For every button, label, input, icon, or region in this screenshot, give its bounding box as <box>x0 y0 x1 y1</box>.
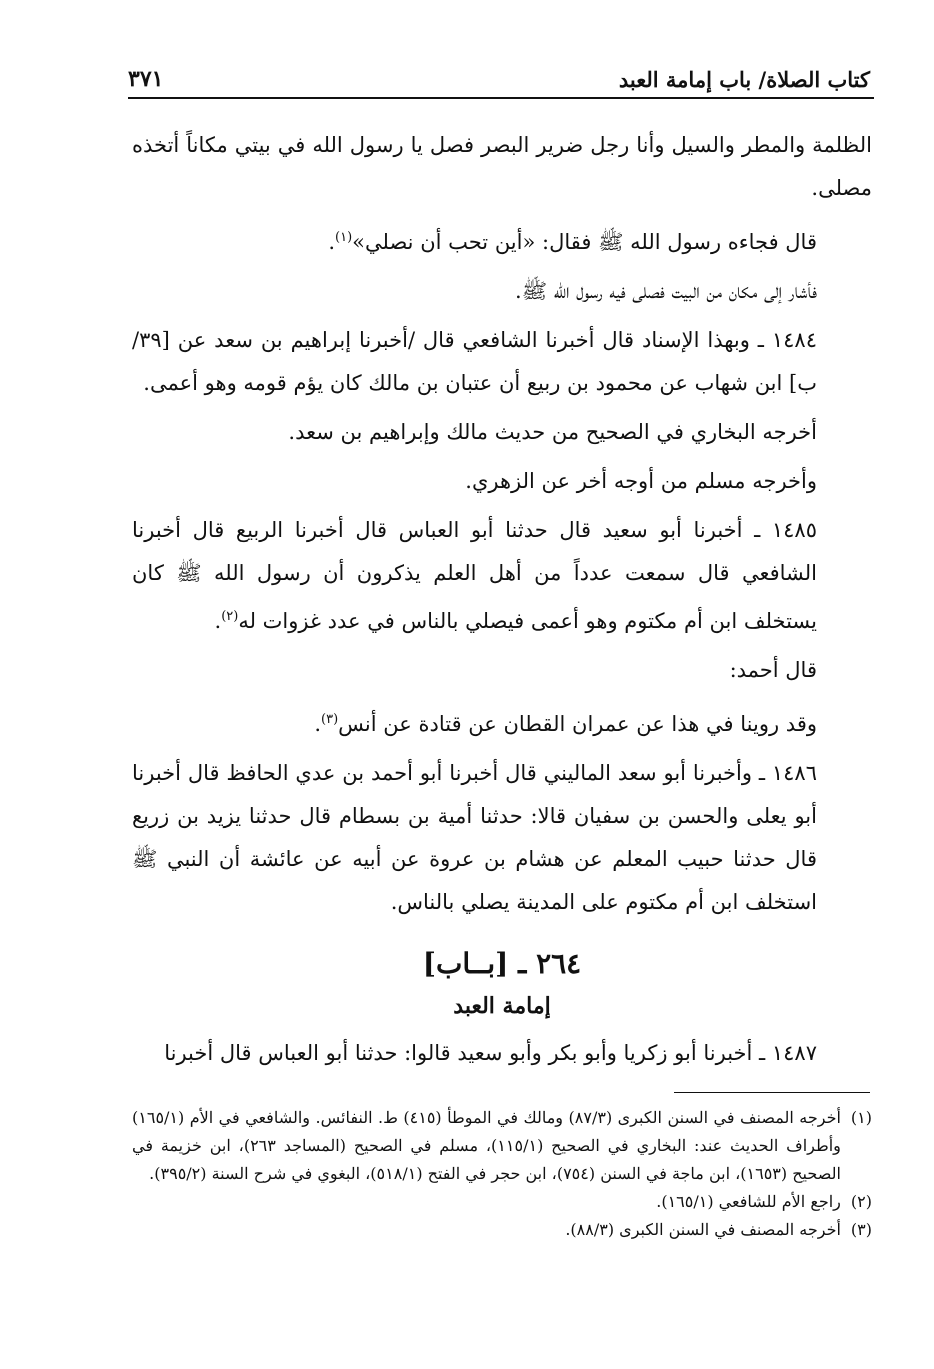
main-text <box>132 124 872 1081</box>
footnote-ref: (١) <box>335 230 353 245</box>
paragraph-continuation: الظلمة والمطر والسيل وأنا رجل ضرير البصر فصل يا رسول الله في بيتي مكاناً أتخذه مصلى. <box>132 133 872 200</box>
footnote-number: (٣) <box>850 1220 872 1239</box>
footnote-text: أخرجه المصنف في السنن الكبرى (٨٨/٣). <box>565 1220 841 1239</box>
hadith-1487: ١٤٨٧ ـ أخبرنا أبو زكريا وأبو بكر وأبو سعيد قالوا: حدثنا أبو العباس قال أخبرنا <box>164 1041 817 1065</box>
footnote <box>132 1216 872 1244</box>
header-rule <box>128 97 874 99</box>
chapter-subtitle: إمامة العبد <box>453 993 551 1019</box>
paragraph: وقد روينا في هذا عن عمران القطان عن قتادة عن أنس$^{(٣)}$. <box>314 712 817 736</box>
footnote-rule <box>674 1092 870 1093</box>
hadith-1485: ١٤٨٥ ـ أخبرنا أبو سعيد قال حدثنا أبو العباس قال أخبرنا الربيع قال أخبرنا الشافعي قال سمعت عدداً من أهل العلم يذكرون أن رسول الله ﷺ كان يستخلف ابن أم مكتوم وهو أعمى فيصلي بالناس في عدد غزوات له$^{(٢)}$. <box>132 518 817 633</box>
paragraph: قال أحمد: <box>729 658 817 682</box>
footnote-number: (١) <box>850 1108 872 1127</box>
hadith-1484: ١٤٨٤ ـ وبهذا الإسناد قال أخبرنا الشافعي قال /أخبرنا إبراهيم بن سعد عن [٣٩/ ب] ابن شهاب عن محمود بن ربيع أن عتبان بن مالك كان يؤم قومه وهو أعمى. <box>132 328 817 395</box>
hadith-1486: ١٤٨٦ ـ وأخبرنا أبو سعد الماليني قال أخبرنا أبو أحمد بن عدي الحافظ قال أخبرنا أبو يعلى والحسن بن سفيان قالا: حدثنا أمية بن بسطام قال حدثنا يزيد بن زريع قال حدثنا حبيب المعلم عن هشام بن عروة عن أبيه عن عائشة أن النبي ﷺ استخلف ابن أم مكتوم على المدينة يصلي بالناس. <box>132 761 817 914</box>
chapter-heading: ٢٦٤ ـ [بــاب] <box>422 947 582 980</box>
footnote <box>132 1104 872 1188</box>
running-title: كتاب الصلاة/ باب إمامة العبد <box>618 67 870 92</box>
paragraph: قال فجاءه رسول الله ﷺ فقال: «أين تحب أن نصلي»$^{(١)}$. <box>328 230 817 254</box>
paragraph: أخرجه البخاري في الصحيح من حديث مالك وإبراهيم بن سعد. <box>288 420 817 444</box>
footnote-text: أخرجه المصنف في السنن الكبرى (٨٧/٣) ومالك في الموطأ (٤١٥) ط. النفائس. والشافعي في الأم (١٦٥/١) وأطراف الحديث عند: البخاري في الصحيح (١١٥/١)، مسلم في الصحيح (المساجد ٢٦٣)، ابن خزيمة في الصحيح (١٦٥٣)، ابن ماجة في السنن (٧٥٤)، ابن حجر في الفتح (٥١٨/١)، البغوي في شرح السنة (٣٩٥/٢). <box>132 1108 841 1183</box>
paragraph: فأشار إلى مكان من البيت فصلى فيه رسول الله ﷺ. <box>515 279 817 303</box>
running-header <box>128 62 870 92</box>
footnote-number: (٢) <box>850 1192 872 1211</box>
paragraph: وأخرجه مسلم من أوجه أخر عن الزهري. <box>465 469 817 493</box>
footnote-ref: (٣) <box>321 712 339 727</box>
footnote-text: راجع الأم للشافعي (١٦٥/١). <box>656 1192 841 1211</box>
footnote-ref: (٢) <box>221 609 239 624</box>
footnotes <box>132 1104 872 1244</box>
page-number: ٣٧١ <box>128 66 164 92</box>
footnote <box>132 1188 872 1216</box>
